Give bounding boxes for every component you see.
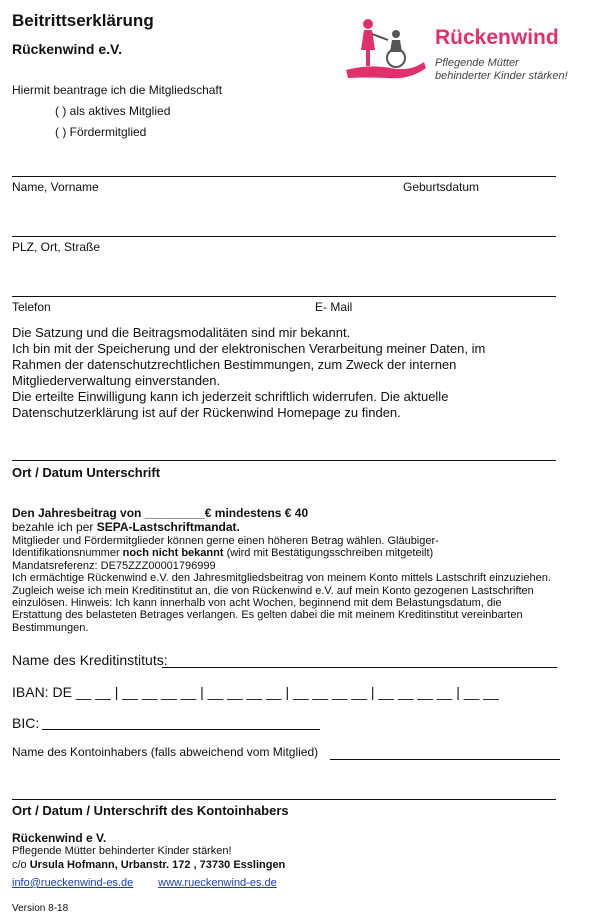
bic-line[interactable]	[42, 729, 320, 730]
sepa-payment-prefix: bezahle ich per	[12, 520, 97, 534]
signature-label: Ort / Datum Unterschrift	[12, 465, 161, 480]
consent-line: Rahmen der datenschutzrechtlichen Bestimmungen, zum Zweck der internen	[12, 357, 457, 372]
logo-tagline-2: behinderter Kinder stärken!	[435, 70, 568, 82]
footer-tagline: Pflegende Mütter behinderter Kinder stärken!	[12, 845, 232, 857]
website-link[interactable]: www.rueckenwind-es.de	[158, 877, 277, 889]
organization-name: Rückenwind e.V.	[12, 41, 122, 57]
consent-line: Die erteilte Einwilligung kann ich jederzeit schriftlich widerrufen. Die aktuelle	[12, 389, 449, 404]
option-supporting-member[interactable]: ( ) Fördermitglied	[55, 125, 147, 139]
footer-contact-address: Ursula Hofmann, Urbanstr. 172 , 73730 Esslingen	[29, 859, 286, 871]
sepa-bold-text: noch nicht bekannt	[122, 547, 224, 560]
consent-line: Datenschutzerklärung ist auf der Rückenwind Homepage zu finden.	[12, 405, 401, 420]
sepa-text: (wird mit Bestätigungsschreiben mitgeteilt)	[223, 547, 434, 560]
sepa-line: Bestimmungen.	[12, 621, 89, 634]
sepa-line: Zugleich weise ich mein Kreditinstitut an, die von Rückenwind e.V. auf mein Konto gezogenen Lastschriften	[12, 584, 534, 597]
footer-address	[12, 859, 285, 871]
sepa-line: Ich ermächtige Rückenwind e.V. den Jahresmitgliedsbeitrag von meinem Konto mittels Lastschrift einzuziehen.	[12, 572, 551, 585]
option-active-member[interactable]: ( ) als aktives Mitglied	[55, 104, 171, 118]
bank-institute-line[interactable]	[162, 667, 557, 668]
sepa-details	[12, 535, 551, 634]
footer-org: Rückenwind e V.	[12, 831, 107, 845]
sepa-mandate-label: SEPA-Lastschriftmandat.	[96, 520, 240, 534]
logo-tagline-1: Pflegende Mütter	[435, 57, 519, 69]
fee-line: Den Jahresbeitrag von _________€ mindestens € 40	[12, 506, 309, 520]
logo	[340, 14, 590, 84]
account-holder-label: Name des Kontoinhabers (falls abweichend vom Mitglied)	[12, 745, 319, 759]
consent-line: Die Satzung und die Beitragsmodalitäten sind mir bekannt.	[12, 325, 351, 340]
consent-text	[12, 325, 572, 421]
sepa-line: Erstattung des belasteten Betrages verlangen. Es gelten dabei die mit meinem Kreditinstitut vereinbarten	[12, 609, 523, 622]
consent-line: Mitgliederverwaltung einverstanden.	[12, 373, 221, 388]
sepa-line: Mitglieder und Fördermitglieder können gerne einen höheren Betrag wählen. Gläubiger-	[12, 535, 439, 547]
mandate-reference: Mandatsreferenz: DE75ZZZ00001796999	[12, 559, 216, 572]
email-link[interactable]: info@rueckenwind-es.de	[12, 877, 134, 889]
form-title: Beitrittserklärung	[12, 11, 154, 30]
phone-label: Telefon	[12, 300, 51, 314]
logo-name: Rückenwind	[435, 26, 559, 49]
sepa-text: Identifikationsnummer	[12, 547, 123, 560]
bank-institute-label: Name des Kreditinstituts:	[12, 652, 168, 668]
birthdate-label: Geburtsdatum	[403, 180, 480, 194]
sepa-line: einzulösen. Hinweis: Ich kann innerhalb von acht Wochen, beginnend mit dem Belastungsdatum, die	[12, 597, 502, 610]
account-holder-line[interactable]	[330, 759, 560, 760]
iban-field[interactable]: IBAN: DE __ __ | __ __ __ __ | __ __ __ __ | __ __ __ __ | __ __ __ __ | __ __	[12, 684, 499, 700]
address-label: PLZ, Ort, Straße	[12, 240, 101, 254]
signature-line[interactable]	[12, 460, 556, 461]
family-wheelchair-hand-icon	[340, 14, 430, 84]
version-label: Version 8-18	[12, 903, 69, 914]
account-holder-signature-line[interactable]	[12, 799, 556, 800]
account-holder-signature-label: Ort / Datum / Unterschrift des Kontoinhabers	[12, 803, 289, 818]
name-label: Name, Vorname	[12, 180, 99, 194]
footer-links	[12, 873, 277, 891]
sepa-line	[12, 547, 551, 559]
footer-co: c/o	[12, 859, 30, 871]
phone-email-line[interactable]	[12, 296, 556, 297]
consent-line: Ich bin mit der Speicherung und der elektronischen Verarbeitung meiner Daten, im	[12, 341, 486, 356]
sepa-payment-line	[12, 520, 240, 534]
membership-intro: Hiermit beantrage ich die Mitgliedschaft	[12, 83, 223, 97]
address-line[interactable]	[12, 236, 556, 237]
bic-label: BIC:	[12, 715, 40, 731]
name-line[interactable]	[12, 176, 556, 177]
email-label: E- Mail	[315, 300, 353, 314]
